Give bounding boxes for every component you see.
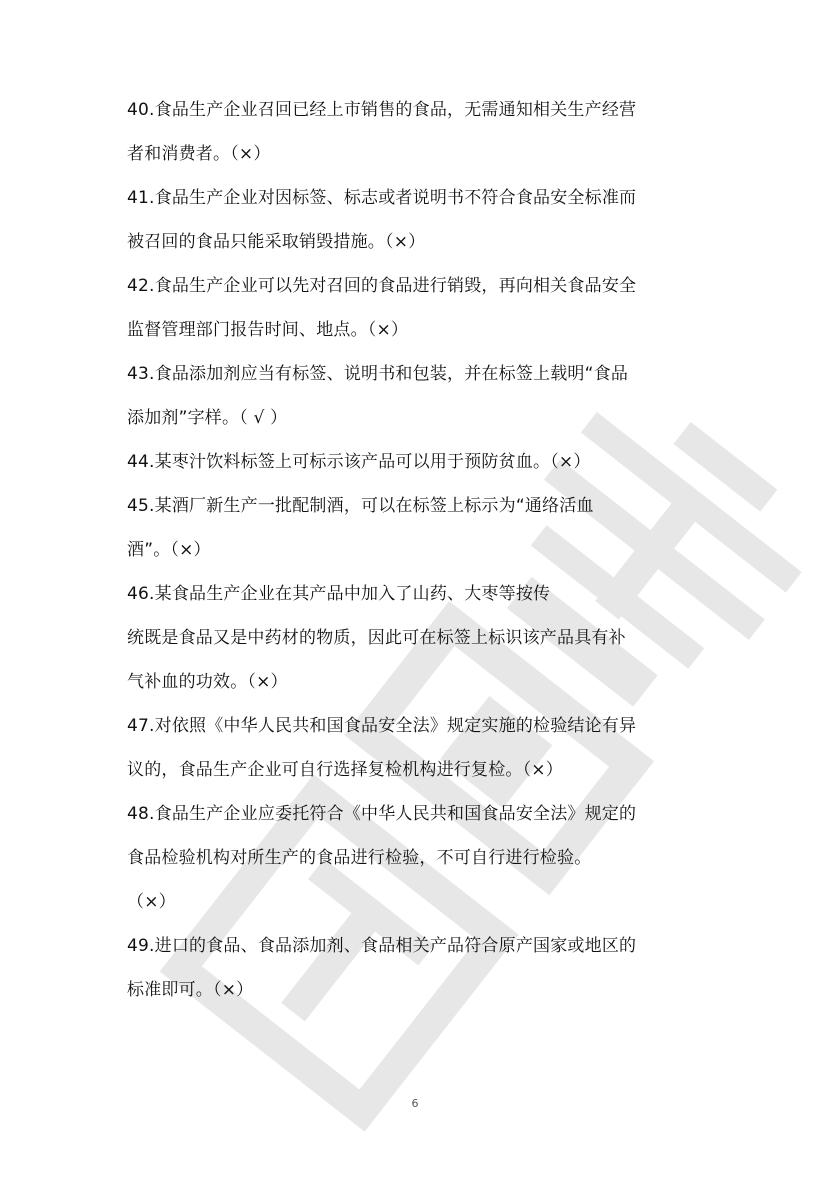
text-line: 标准即可。（×）: [127, 980, 254, 1000]
text-line: 统既是食品又是中药材的物质，因此可在标签上标识该产品具有补: [127, 628, 626, 648]
text-line: （×）: [127, 892, 176, 912]
text-line: 42.食品生产企业可以先对召回的食品进行销毁，再向相关食品安全: [127, 276, 637, 296]
text-line: 44.某枣汁饮料标签上可标示该产品可以用于预防贫血。（×）: [127, 452, 591, 472]
text-line: 气补血的功效。（×）: [127, 672, 288, 692]
text-line: 48.食品生产企业应委托符合《中华人民共和国食品安全法》规定的: [127, 804, 637, 824]
text-line: 者和消费者。（×）: [127, 144, 271, 164]
text-line: 议的，食品生产企业可自行选择复检机构进行复检。（×）: [127, 760, 563, 780]
text-line: 41.食品生产企业对因标签、标志或者说明书不符合食品安全标准而: [127, 188, 637, 208]
text-line: 食品检验机构对所生产的食品进行检验，不可自行进行检验。: [127, 848, 592, 868]
text-line: 43.食品添加剂应当有标签、说明书和包装，并在标签上载明“食品: [127, 364, 629, 384]
text-line: 47.对依照《中华人民共和国食品安全法》规定实施的检验结论有异: [127, 716, 637, 736]
text-line: 酒”。（×）: [127, 540, 211, 560]
text-line: 监督管理部门报告时间、地点。（×）: [127, 320, 409, 340]
text-line: 49.进口的食品、食品添加剂、食品相关产品符合原产国家或地区的: [127, 936, 637, 956]
text-line: 添加剂”字样。（ √ ）: [127, 408, 288, 428]
page-number: 6: [411, 1097, 419, 1110]
text-line: 被召回的食品只能采取销毁措施。（×）: [127, 232, 426, 252]
text-line: 45.某酒厂新生产一批配制酒，可以在标签上标示为“通络活血: [127, 496, 594, 516]
question-list: [127, 88, 717, 1012]
text-line: 46.某食品生产企业在其产品中加入了山药、大枣等按传: [127, 584, 551, 604]
text-line: 40.食品生产企业召回已经上市销售的食品，无需通知相关生产经营: [127, 100, 637, 120]
